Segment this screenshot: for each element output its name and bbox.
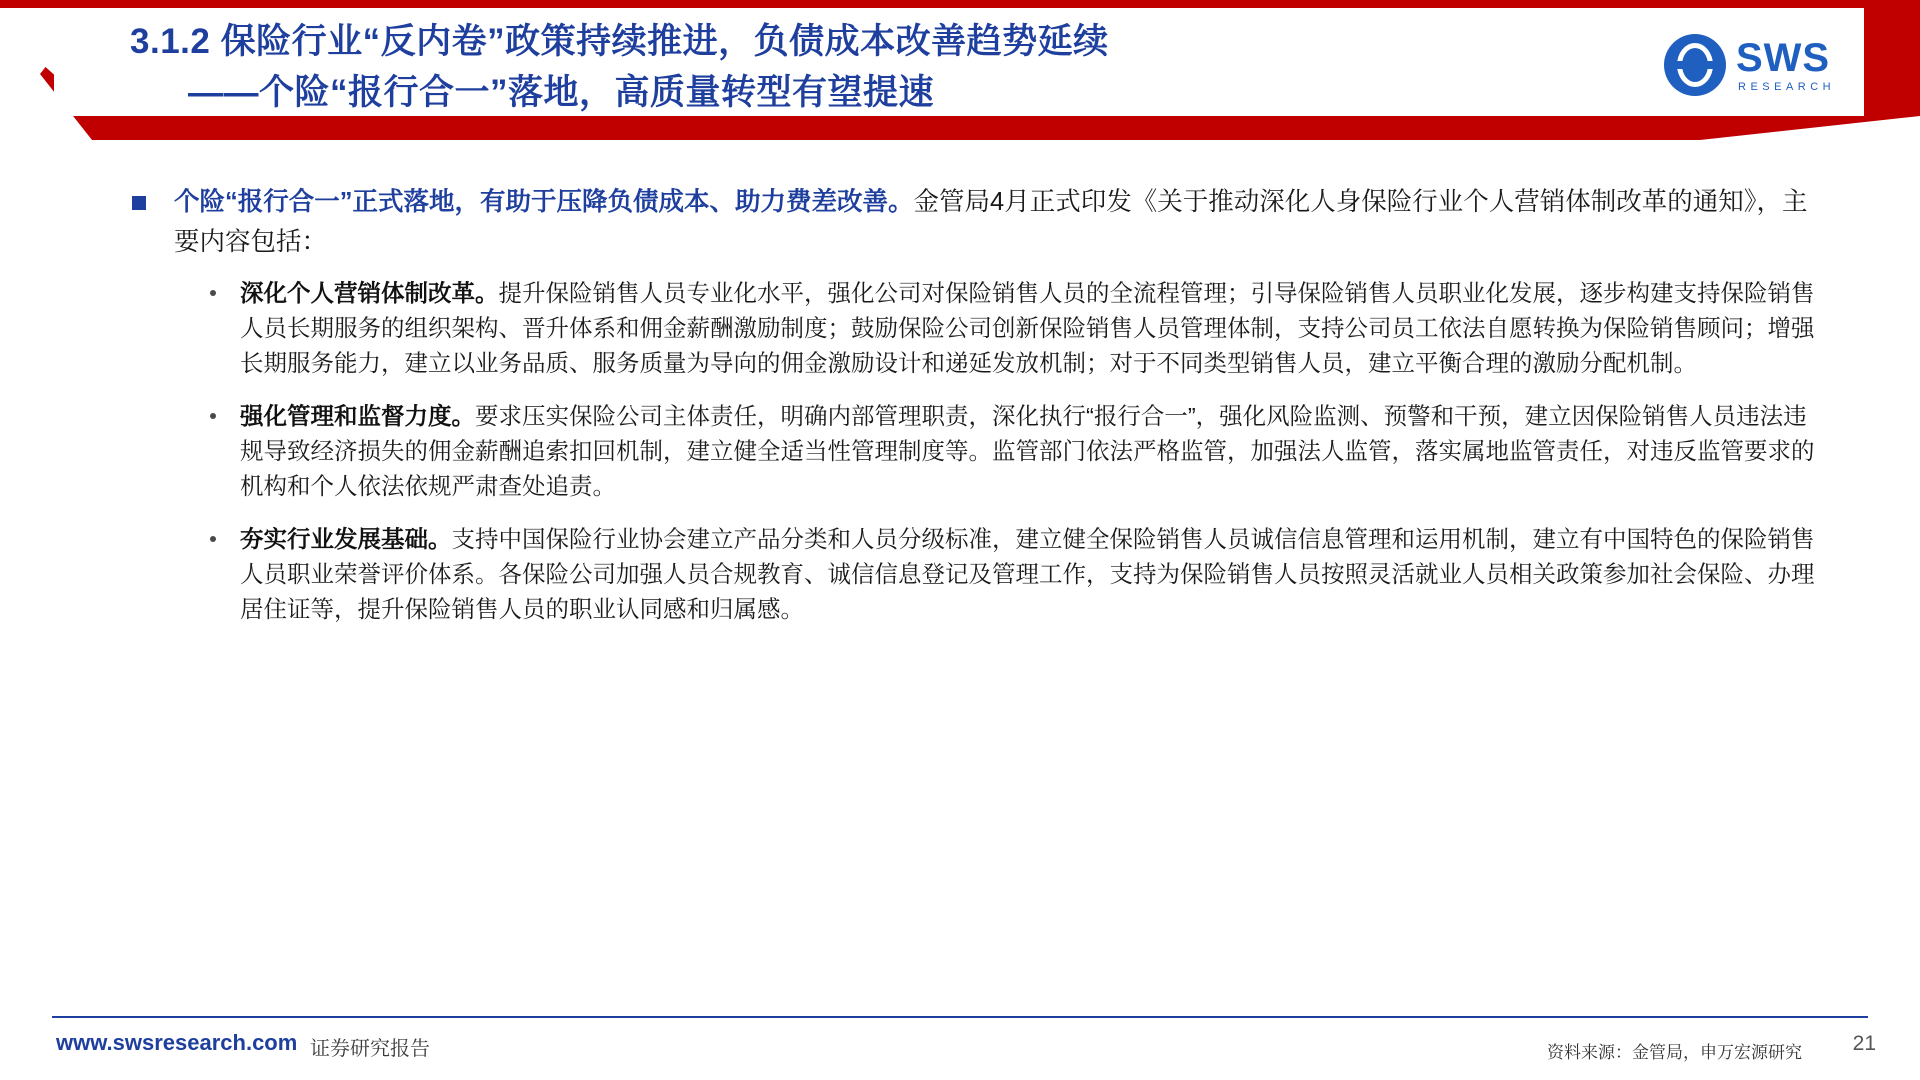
sub-bullet-list (200, 276, 1820, 627)
logo-brand-subtitle: RESEARCH (1738, 80, 1836, 93)
page-title (130, 16, 1690, 118)
dot-bullet-icon (210, 413, 216, 419)
slide-header (0, 0, 1920, 148)
list-item (200, 522, 1820, 627)
sws-logo-text (1736, 35, 1836, 93)
sub-bullet-text: 要求压实保险公司主体责任，明确内部管理职责，深化执行“报行合一”，强化风险监测、预警和干预，建立因保险销售人员违法违规导致经济损失的佣金薪酬追索扣回机制，建立健全适当性管理制度等。监管部门依法严格监管，加强法人监管，落实属地监管责任，对违反监管要求的机构和个人依法依规严肃查处追责。 (240, 403, 1815, 499)
sub-bullet-text: 提升保险销售人员专业化水平，强化公司对保险销售人员的全流程管理；引导保险销售人员职业化发展，逐步构建支持保险销售人员长期服务的组织架构、晋升体系和佣金薪酬激励制度；鼓励保险公司创新保险销售人员管理体制，支持公司员工依法自愿转换为保险销售顾问；增强长期服务能力，建立以业务品质、服务质量为导向的佣金激励设计和递延发放机制；对于不同类型销售人员，建立平衡合理的激励分配机制。 (240, 280, 1815, 376)
sws-logo (1664, 25, 1872, 105)
slide-footer (0, 1018, 1920, 1080)
footer-website-link[interactable]: www.swsresearch.com (56, 1030, 298, 1055)
page-title-line1: 3.1.2 保险行业“反内卷”政策持续推进，负债成本改善趋势延续 (130, 22, 1109, 61)
dot-bullet-icon (210, 290, 216, 296)
logo-brand-name: SWS (1736, 35, 1831, 80)
sub-bullet-lead: 夯实行业发展基础。 (240, 526, 452, 552)
page-title-line2: ——个险“报行合一”落地，高质量转型有望提速 (188, 73, 935, 112)
footer-source-note: 资料来源：金管局，申万宏源研究 (1547, 1043, 1802, 1062)
main-bullet-text: 金管局4月正式印发《关于推动深化人身保险行业个人营销体制改革的通知》，主要内容包括： (174, 188, 1808, 256)
sub-bullet-text: 支持中国保险行业协会建立产品分类和人员分级标准，建立健全保险销售人员诚信信息管理和运用机制，建立有中国特色的保险销售人员职业荣誉评价体系。各保险公司加强人员合规教育、诚信信息登记及管理工作，支持为保险销售人员按照灵活就业人员相关政策参加社会保险、办理居住证等，提升保险销售人员的职业认同感和归属感。 (240, 526, 1815, 622)
dot-bullet-icon (210, 536, 216, 542)
main-bullet (120, 182, 1820, 262)
square-bullet-icon (132, 196, 146, 210)
list-item (200, 276, 1820, 381)
footer-subtitle: 证券研究报告 (310, 1038, 430, 1060)
sws-logo-icon (1664, 34, 1726, 96)
sub-bullet-lead: 强化管理和监督力度。 (240, 403, 475, 429)
slide-content (120, 182, 1820, 645)
list-item (200, 399, 1820, 504)
page-number: 21 (1852, 1032, 1876, 1055)
sub-bullet-lead: 深化个人营销体制改革。 (240, 280, 499, 306)
main-bullet-lead: 个险“报行合一”正式落地，有助于压降负债成本、助力费差改善。 (174, 188, 914, 216)
